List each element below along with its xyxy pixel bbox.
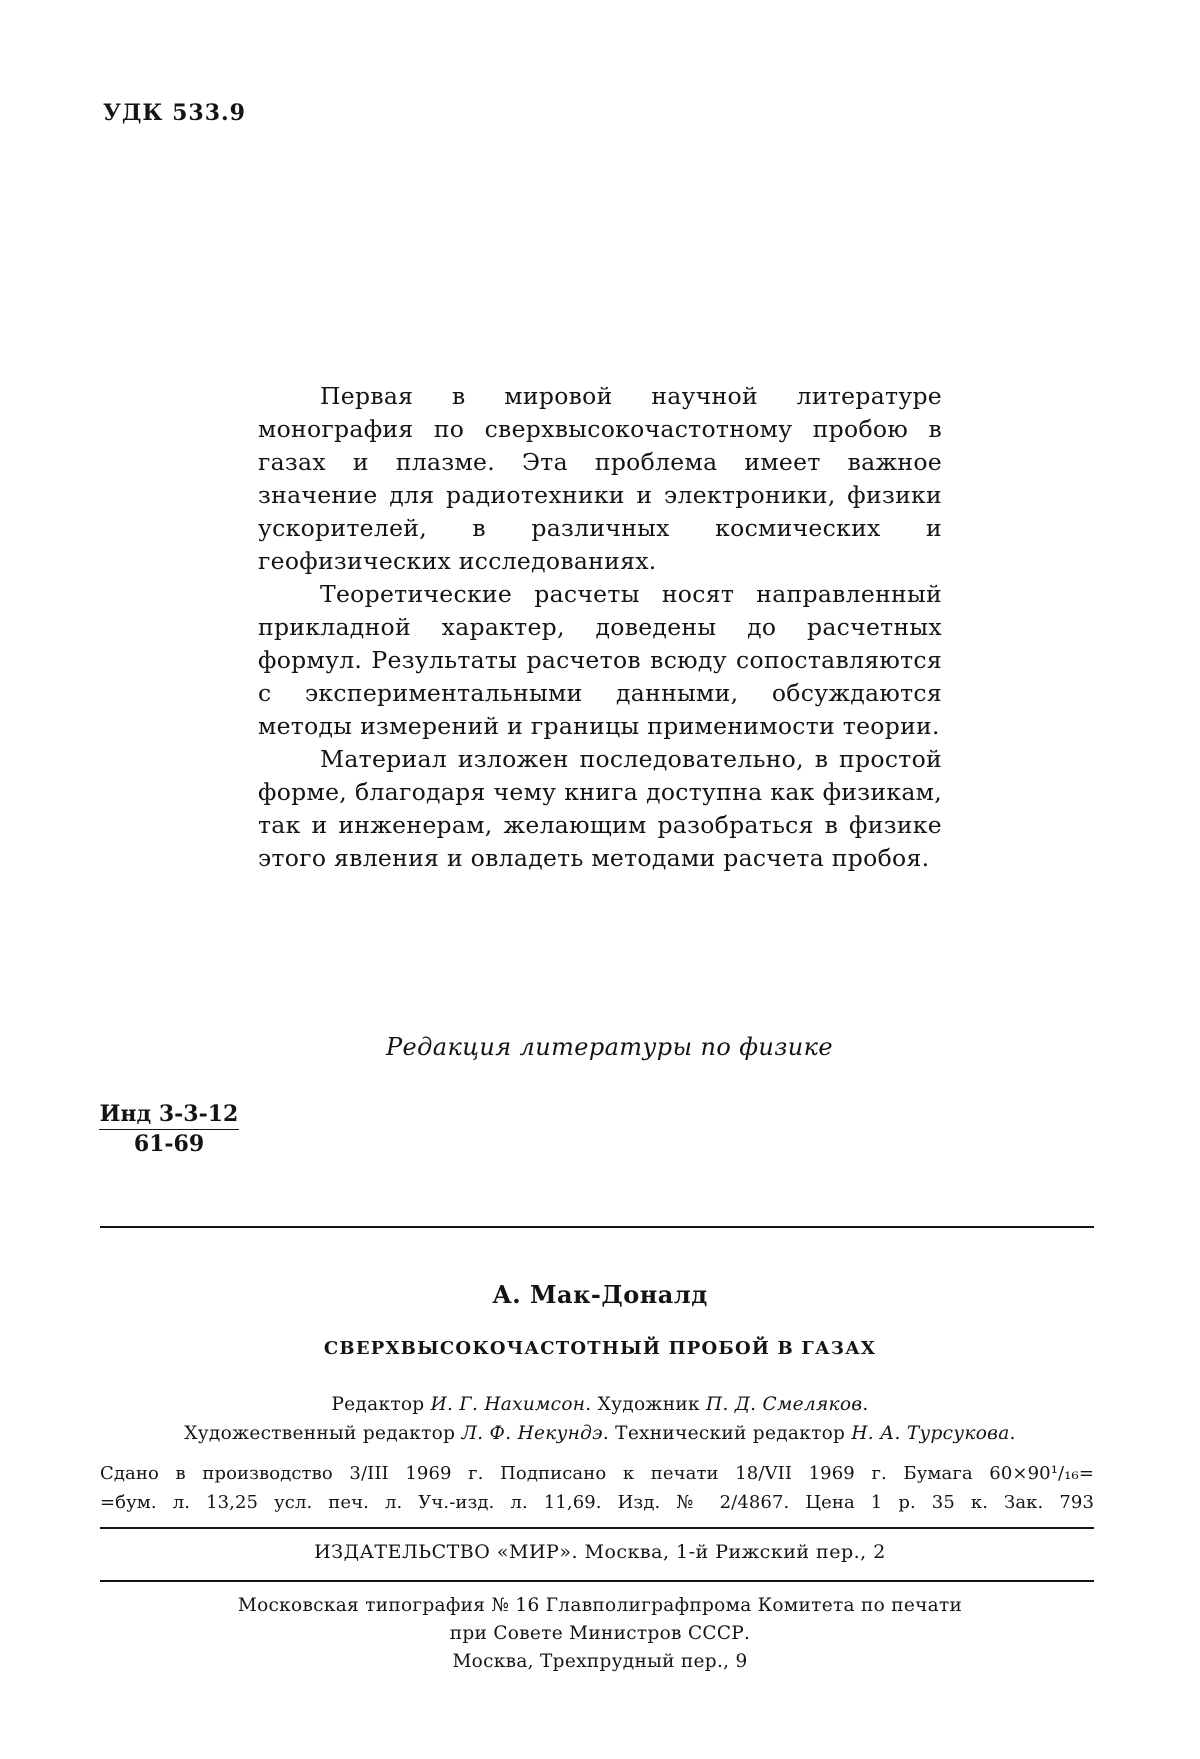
- editor-name: И. Г. Нахимсон: [430, 1394, 586, 1415]
- printer: [100, 1592, 1100, 1676]
- annotation: [258, 380, 942, 875]
- divider-middle: [100, 1527, 1094, 1529]
- author: А. Мак-Доналд: [492, 1280, 708, 1309]
- tech-editor-name: Н. А. Турсукова: [851, 1423, 1010, 1444]
- annotation-paragraph-1: Первая в мировой научной литературе монография по сверхвысокочастотному пробою в газах и плазме. Эта проблема имеет важное значение для радиотехники и электроники, физики ускорителей, в различных космических и геофизических исследованиях.: [258, 382, 942, 575]
- editorial-office: Редакция литературы по физике: [386, 1033, 833, 1061]
- credits-line-2: [100, 1419, 1100, 1448]
- art-editor-name: Л. Ф. Некундэ: [461, 1423, 603, 1444]
- credits-label-artist: . Художник: [585, 1394, 707, 1415]
- index-code-top: Инд 3-3-12: [99, 1101, 239, 1130]
- publisher: ИЗДАТЕЛЬСТВО «МИР». Москва, 1-й Рижский пер., 2: [314, 1541, 886, 1563]
- credits-punct-1: .: [862, 1394, 869, 1415]
- index-code-bottom: 61-69: [133, 1131, 205, 1157]
- divider-bottom: [100, 1580, 1094, 1582]
- credits-line-1: [100, 1390, 1100, 1419]
- credits-label-tech-editor: . Технический редактор: [602, 1423, 852, 1444]
- credits-label-art-editor: Художественный редактор: [184, 1423, 462, 1444]
- divider-top: [100, 1226, 1094, 1228]
- credits-punct-2: .: [1009, 1423, 1016, 1444]
- book-title: СВЕРХВЫСОКОЧАСТОТНЫЙ ПРОБОЙ В ГАЗАХ: [323, 1338, 877, 1359]
- credits: [100, 1390, 1100, 1448]
- printer-line-3: Москва, Трехпрудный пер., 9: [452, 1651, 748, 1672]
- imprint: [100, 1459, 1094, 1517]
- artist-name: П. Д. Смеляков: [706, 1394, 863, 1415]
- imprint-line-2: =бум. л. 13,25 усл. печ. л. Уч.-изд. л. 11,69. Изд. № 2/4867. Цена 1 р. 35 к. Зак. 793: [100, 1492, 1094, 1513]
- index-code: [99, 1101, 239, 1157]
- udk-code: УДК 533.9: [103, 100, 246, 126]
- annotation-paragraph-2: Теоретические расчеты носят направленный прикладной характер, доведены до расчетных формул. Результаты расчетов всюду сопоставляются с экспериментальными данными, обсуждаются методы измерений и границы применимости теории.: [258, 580, 942, 740]
- printer-line-1: Московская типография № 16 Главполиграфпрома Комитета по печати: [237, 1595, 963, 1616]
- annotation-paragraph-3: Материал изложен последовательно, в простой форме, благодаря чему книга доступна как физикам, так и инженерам, желающим разобраться в физике этого явления и овладеть методами расчета пробоя.: [258, 745, 942, 872]
- printer-line-2: при Совете Министров СССР.: [449, 1623, 751, 1644]
- imprint-line-1: Сдано в производство 3/III 1969 г. Подписано к печати 18/VII 1969 г. Бумага 60×90¹/₁₆=: [100, 1463, 1094, 1484]
- credits-label-editor: Редактор: [331, 1394, 431, 1415]
